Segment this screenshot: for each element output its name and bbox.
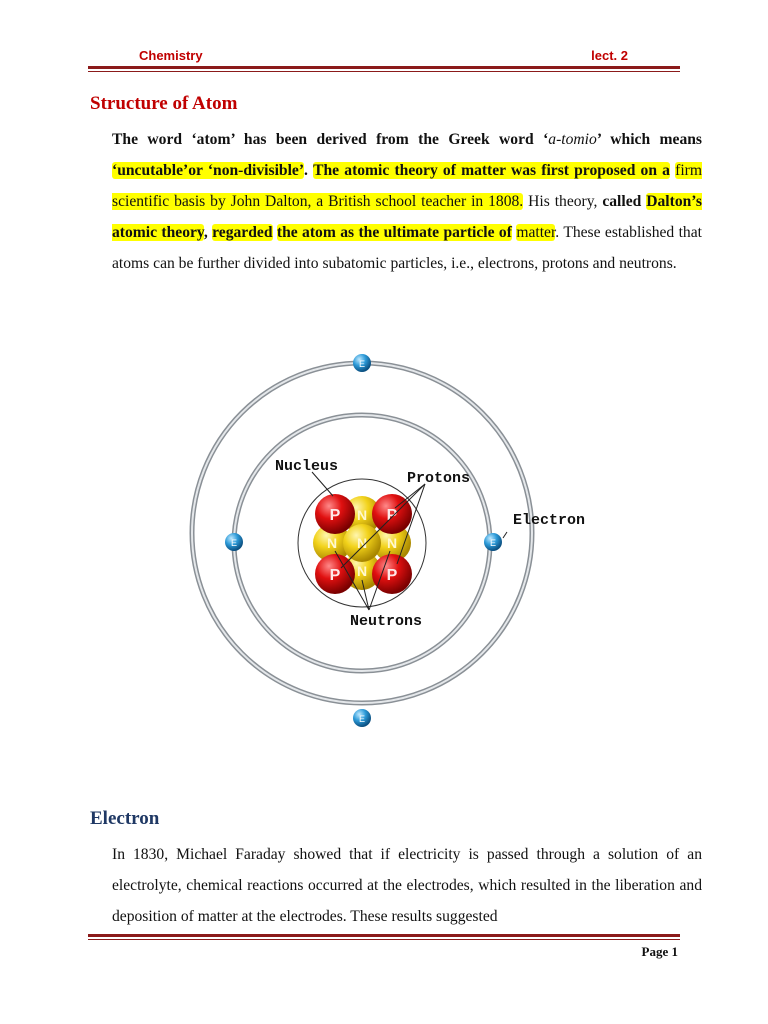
text-run: .	[555, 224, 560, 241]
svg-text:E: E	[230, 538, 238, 548]
protons-label: Protons	[407, 470, 471, 487]
text-run: His theory,	[523, 193, 598, 210]
svg-text:P: P	[386, 567, 398, 584]
electron-paragraph: In 1830, Michael Faraday showed that if electricity is passed through a solution of an electrolyte, chemical reactions occurred at the electrodes, which resulted in the liberation and deposition of matter at the electrodes. These results suggested	[112, 846, 702, 925]
neutron	[343, 524, 381, 562]
proton	[372, 494, 412, 534]
highlight-dalton-basis: firm scientific basis by John Dalton, a British school teacher in 1808.	[112, 162, 702, 210]
header-rule	[88, 66, 680, 72]
text-run: ,	[203, 224, 208, 241]
svg-text:N: N	[386, 535, 398, 551]
text-run: .	[304, 162, 308, 179]
header-lecture: lect. 2	[591, 48, 628, 63]
electron-bottom	[353, 709, 371, 727]
text-run: ’ which means	[596, 131, 702, 148]
electron-label: Electron	[513, 512, 586, 529]
section-title: Structure of Atom	[90, 93, 238, 114]
highlight-matter: matter	[516, 224, 556, 241]
svg-text:P: P	[386, 507, 398, 524]
svg-text:N: N	[356, 563, 368, 579]
electron-section-title: Electron	[90, 808, 160, 829]
svg-text:N: N	[356, 507, 368, 523]
electron-top	[353, 354, 371, 372]
highlight-daltons-theory: Dalton’s atomic theory	[112, 193, 702, 241]
highlight-regarded: regarded	[212, 224, 273, 241]
svg-text:E: E	[358, 714, 366, 724]
text-run: The word ‘atom’ has been derived from the Greek word ‘	[112, 131, 549, 148]
proton	[315, 494, 355, 534]
atom-diagram	[185, 348, 605, 738]
nucleus-label: Nucleus	[275, 458, 339, 475]
text-run: called	[602, 193, 647, 210]
neutrons-label: Neutrons	[350, 613, 423, 630]
highlight-atomic-theory: The atomic theory of matter was first proposed on a	[313, 162, 670, 179]
proton	[372, 554, 412, 594]
greek-word: a-tomio	[548, 131, 597, 148]
highlight-ultimate-particle: the atom as the ultimate particle of	[276, 224, 512, 241]
electron-left	[225, 533, 243, 551]
text-run: These established that atoms can be further divided into subatomic particles, i.e., electrons, protons and neutrons.	[112, 224, 702, 272]
svg-text:N: N	[326, 535, 338, 551]
electron-right	[484, 533, 502, 551]
header-subject: Chemistry	[139, 48, 203, 63]
page-number: Page 1	[641, 944, 678, 959]
svg-text:E: E	[358, 359, 366, 369]
svg-text:E: E	[489, 538, 497, 548]
intro-paragraph	[90, 124, 702, 279]
svg-text:P: P	[329, 507, 341, 524]
highlight-uncutable: ‘uncutable’or ‘non-divisible’	[112, 162, 305, 179]
svg-text:P: P	[329, 567, 341, 584]
svg-text:N: N	[356, 535, 368, 551]
footer-rule	[88, 934, 680, 940]
